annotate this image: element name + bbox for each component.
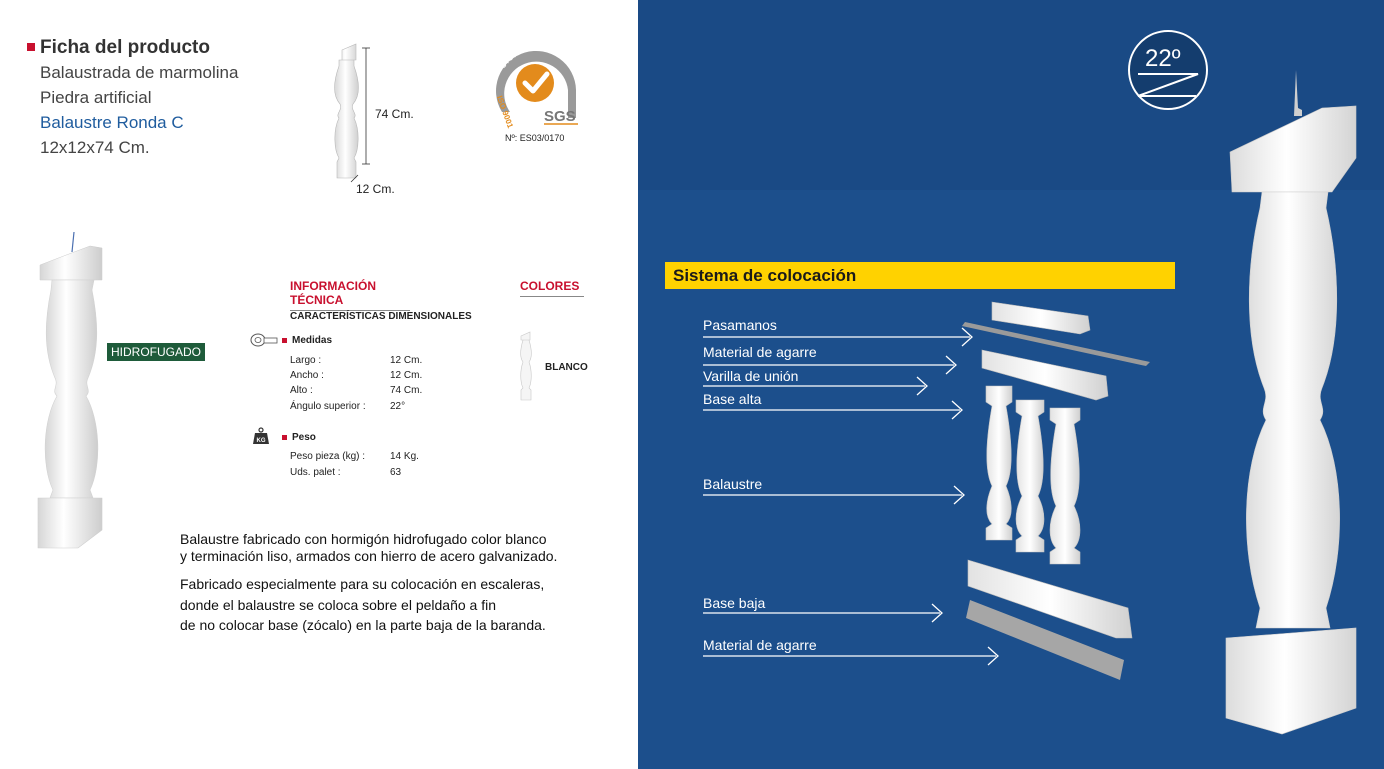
peso-value: 63: [390, 467, 402, 478]
medida-value: 12 Cm.: [390, 370, 423, 381]
installation-title: Sistema de colocación: [673, 266, 857, 285]
product-sheet-panel: [0, 0, 638, 769]
medida-value: 22°: [390, 401, 406, 412]
description-p1-line1: Balaustre fabricado con hormigón hidrofugado color blanco: [180, 531, 547, 547]
description-p2-line3: de no colocar base (zócalo) en la parte baja de la baranda.: [180, 617, 546, 633]
baluster-angled-image: [1222, 68, 1362, 738]
sgs-iso-logo: [488, 40, 588, 130]
tape-measure-icon: [250, 333, 278, 347]
peso-key: Peso pieza (kg) :: [290, 451, 366, 462]
peso-value: 14 Kg.: [390, 451, 419, 462]
exploded-assembly-diagram: [700, 290, 1170, 690]
color-blanco: BLANCO: [545, 362, 588, 373]
baluster-product-image: [30, 230, 120, 560]
colors-title: COLORES: [520, 279, 584, 297]
part-label-balaustre: Balaustre: [703, 476, 763, 492]
description-p1-line2: y terminación liso, armados con hierro de acero galvanizado.: [180, 548, 558, 564]
sgs-text: SGS: [544, 108, 576, 125]
height-label: 74 Cm.: [375, 107, 414, 121]
part-label-material-agarre-bottom: Material de agarre: [703, 637, 817, 653]
part-label-base-alta: Base alta: [703, 391, 762, 407]
tech-info-title: INFORMACIÓN TÉCNICA: [290, 279, 410, 311]
part-label-varilla: Varilla de unión: [703, 368, 799, 384]
medida-value: 74 Cm.: [390, 385, 423, 396]
angle-value: 22º: [1145, 45, 1181, 72]
medida-key: Alto :: [290, 385, 313, 396]
dimensional-subtitle: CARACTERÍSTICAS DIMENSIONALES: [290, 311, 472, 322]
cert-number: Nº: ES03/0170: [505, 133, 565, 143]
weight-icon-text: KG: [256, 438, 266, 444]
part-label-pasamanos: Pasamanos: [703, 317, 777, 333]
leader-arrows: [703, 328, 998, 665]
medida-key: Ancho :: [290, 370, 324, 381]
hidrofugado-badge: HIDROFUGADO: [107, 343, 205, 361]
angle-badge: [1124, 30, 1214, 110]
medida-key: Ángulo superior :: [290, 401, 366, 412]
heading-bullet: [27, 43, 35, 51]
medidas-label: Medidas: [282, 335, 332, 346]
baluster-group: [986, 386, 1080, 564]
color-swatch-baluster: [516, 330, 538, 405]
product-heading: Ficha del producto: [40, 37, 210, 58]
peso-key: Uds. palet :: [290, 467, 341, 478]
part-label-material-agarre-top: Material de agarre: [703, 344, 817, 360]
peso-label: Peso: [282, 432, 316, 443]
cert-ring-text: SYSTEM CERTIFICATION: [500, 44, 579, 74]
iso-9001-text: ISO 9001: [494, 94, 515, 130]
medida-key: Largo :: [290, 355, 322, 366]
description-p2-line2: donde el balaustre se coloca sobre el peldaño a fin: [180, 597, 496, 613]
width-label: 12 Cm.: [356, 182, 395, 196]
medida-value: 12 Cm.: [390, 355, 423, 366]
product-model: Balaustre Ronda C: [40, 113, 184, 132]
product-size: 12x12x74 Cm.: [40, 138, 150, 157]
part-label-base-baja: Base baja: [703, 595, 766, 611]
product-line-1: Balaustrada de marmolina: [40, 63, 239, 82]
product-line-2: Piedra artificial: [40, 88, 152, 107]
description-p2-line1: Fabricado especialmente para su colocación en escaleras,: [180, 576, 545, 592]
weight-icon: [252, 427, 270, 445]
